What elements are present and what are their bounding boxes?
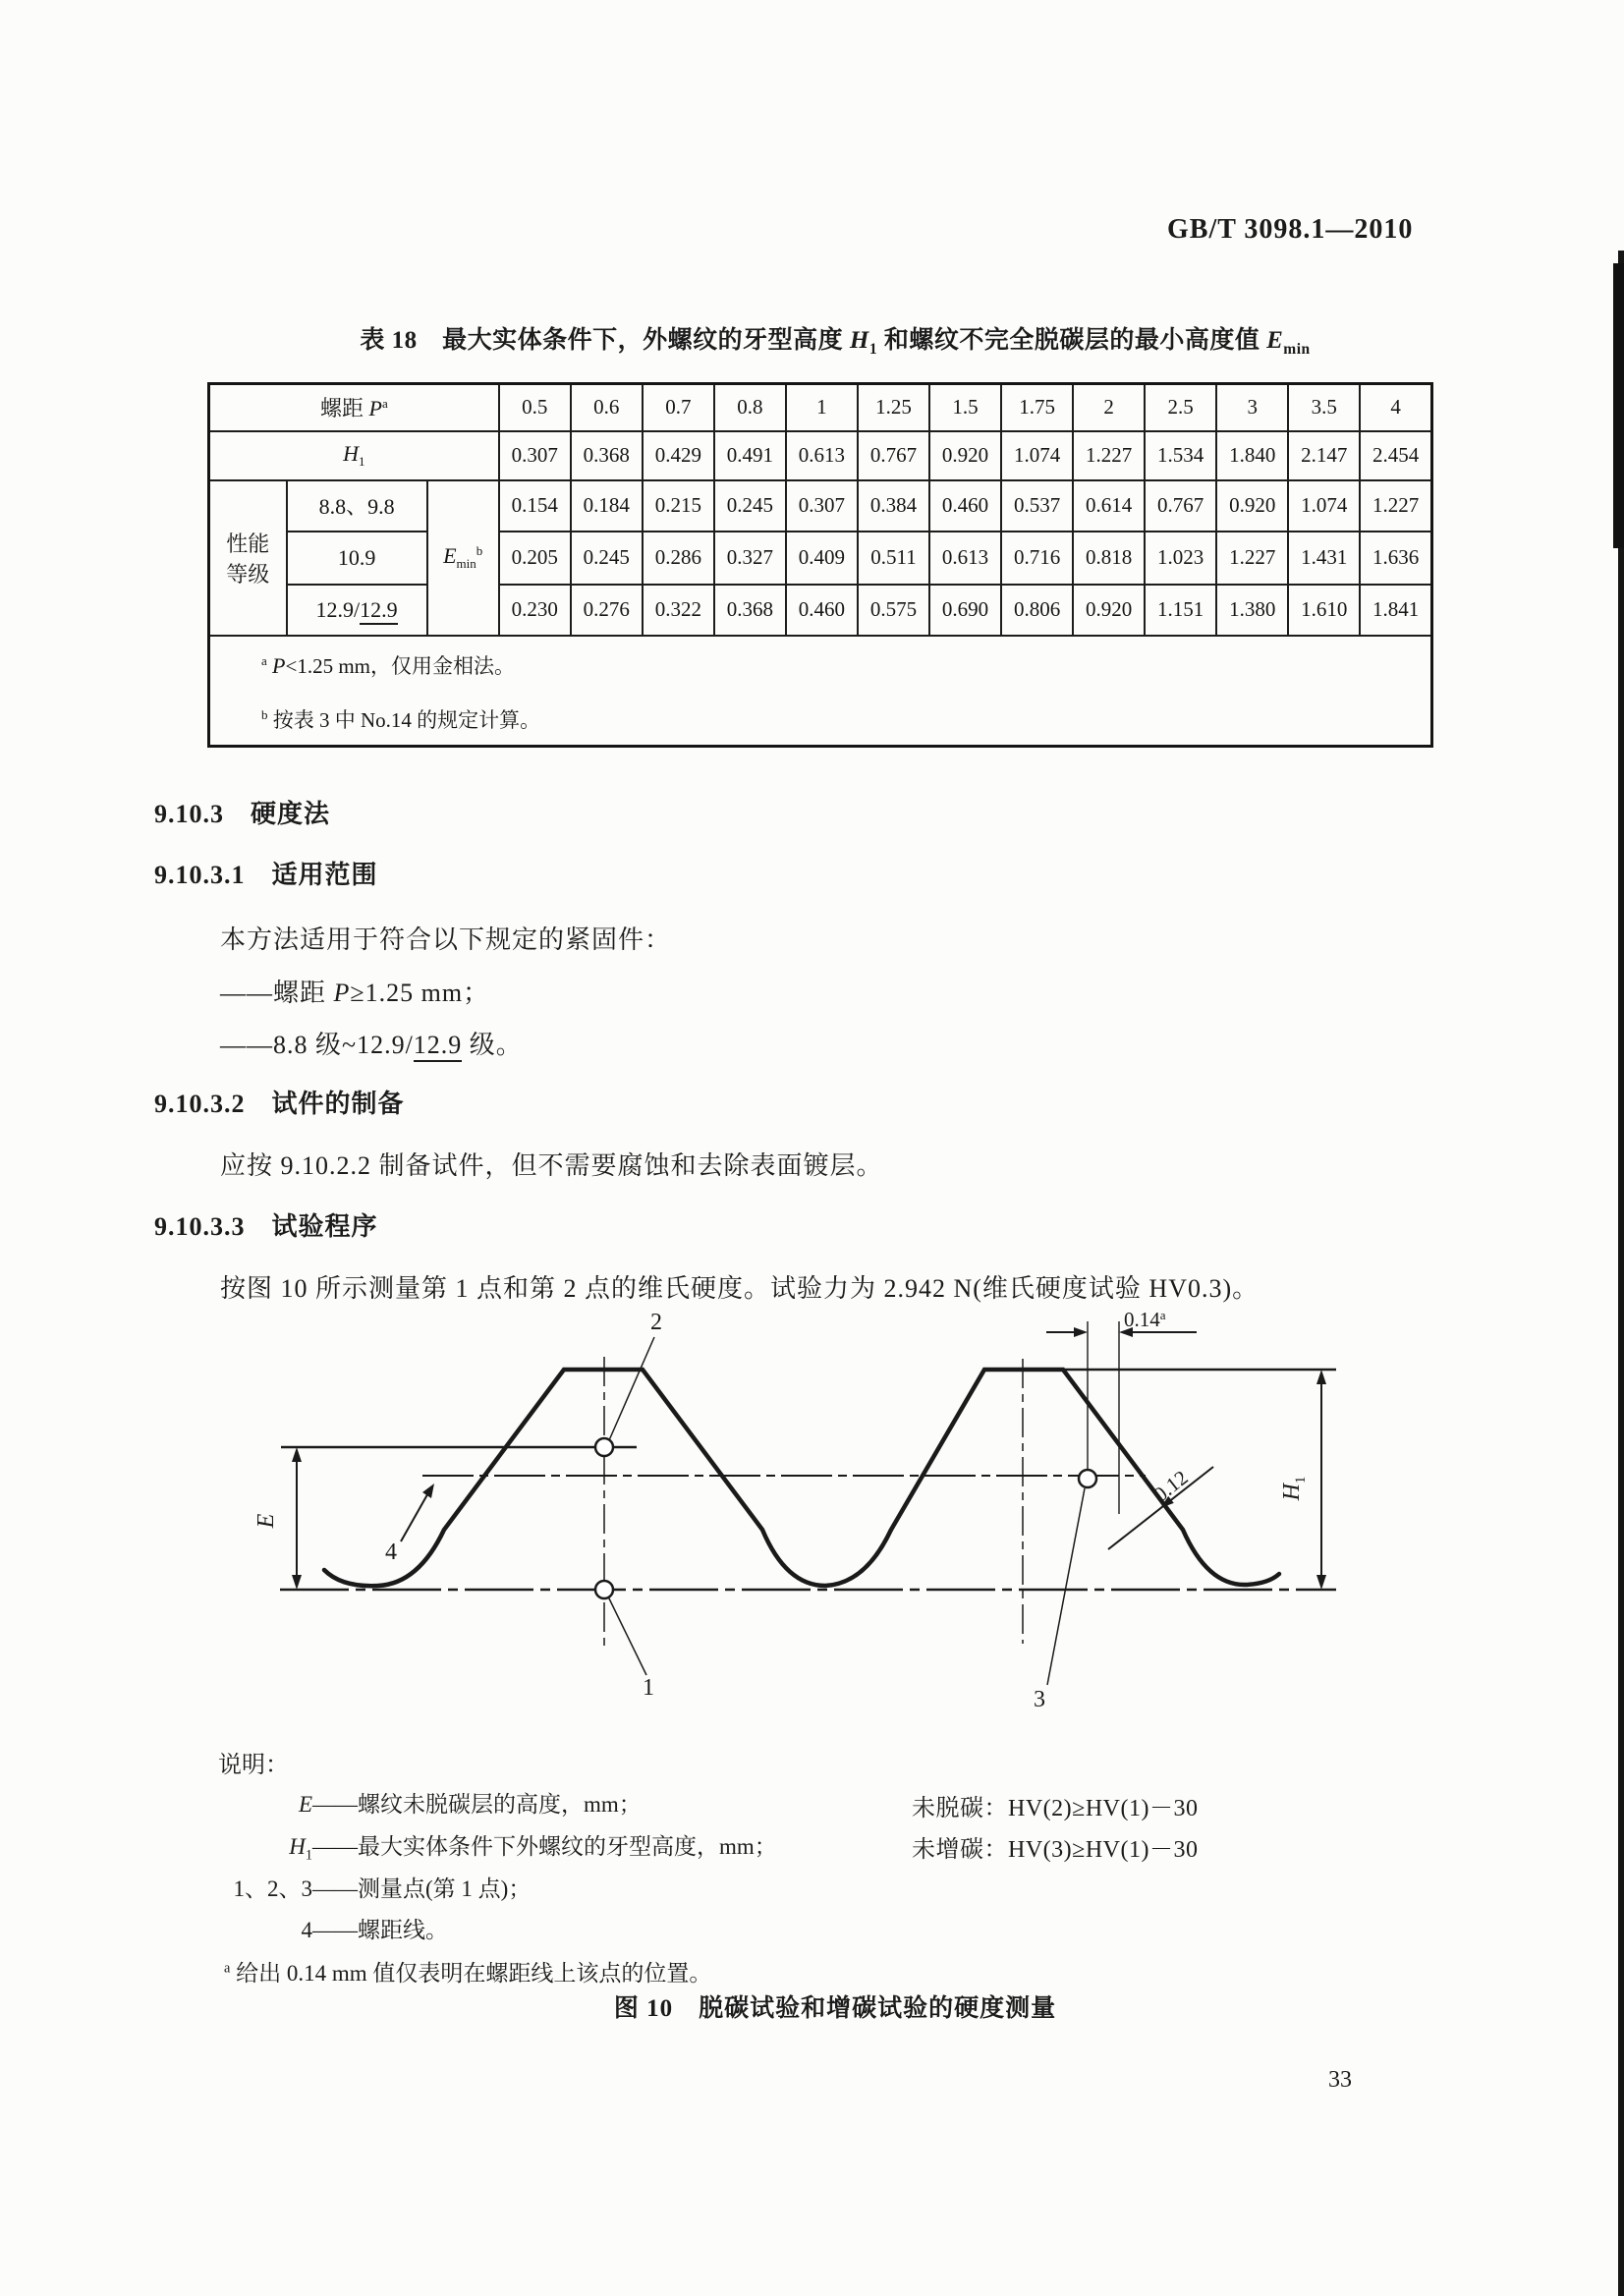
table-cell: 0.184 xyxy=(571,480,643,532)
table-footnote-row xyxy=(209,636,1432,747)
dimension-h1 xyxy=(1316,1370,1326,1590)
table-cell: 3.5 xyxy=(1288,384,1360,431)
table-cell: 1.75 xyxy=(1001,384,1073,431)
leader-point-3 xyxy=(1047,1488,1085,1685)
table-cell: 0.8 xyxy=(714,384,786,431)
legend-footnote-a: $^a$ 给出 0.14 mm 值仅表明在螺距线上该点的位置。 xyxy=(224,1960,712,1986)
table-cell: 0.511 xyxy=(858,532,929,585)
table-cell: 0.154 xyxy=(499,480,571,532)
table-cell: 0.5 xyxy=(499,384,571,431)
scan-edge-artifact xyxy=(1618,251,1624,2296)
table-cell: 1.25 xyxy=(858,384,929,431)
table-row-emin-109 xyxy=(209,532,1432,585)
table-cell: 0.327 xyxy=(714,532,786,585)
table-row-pitch xyxy=(209,384,1432,431)
leader-point-1 xyxy=(608,1596,646,1675)
emin-symbol-cell: $E_{min}^b$ xyxy=(427,480,499,636)
table-cell: 1.840 xyxy=(1216,431,1288,480)
table-cell: 0.384 xyxy=(858,480,929,532)
criterion-not-carburized: 未增碳：HV(3)≥HV(1)－30 xyxy=(912,1837,1199,1863)
figure-label-1: 1 xyxy=(643,1675,654,1701)
figure-10-caption: 图 10 脱碳试验和增碳试验的硬度测量 xyxy=(613,1995,1057,2022)
table-row-emin-129 xyxy=(209,585,1432,636)
page-number: 33 xyxy=(1328,2067,1352,2093)
table-cell: 0.322 xyxy=(643,585,714,636)
table-cell: 1.5 xyxy=(929,384,1001,431)
paragraph-scope: 本方法适用于符合以下规定的紧固件： xyxy=(220,925,672,954)
paragraph-preparation: 应按 9.10.2.2 制备试件，但不需要腐蚀和去除表面镀层。 xyxy=(220,1151,883,1180)
section-heading-9-10-3-1: 9.10.3.1 适用范围 xyxy=(154,861,378,889)
table-cell: 1.227 xyxy=(1360,480,1431,532)
table-cell: 0.460 xyxy=(929,480,1001,532)
scan-edge-artifact xyxy=(1613,263,1624,548)
table-cell: 0.690 xyxy=(929,585,1001,636)
dimension-h1-label: $H_1$ xyxy=(1279,1476,1309,1501)
legend-item-pitchline: 4——螺距线。 xyxy=(301,1918,448,1942)
table-cell: 1.534 xyxy=(1145,431,1216,480)
table-row-h1 xyxy=(209,431,1432,480)
dimension-014-label: 0.14$^a$ xyxy=(1124,1308,1166,1331)
list-item-pitch: ——螺距 P≥1.25 mm； xyxy=(220,979,490,1007)
table-cell: 0.818 xyxy=(1073,532,1145,585)
table-row-emin-88 xyxy=(209,480,1432,532)
h1-header-cell: $H_1$ xyxy=(209,431,499,480)
criterion-not-decarburized: 未脱碳：HV(2)≥HV(1)－30 xyxy=(912,1796,1199,1821)
table-cell: 2.5 xyxy=(1145,384,1216,431)
table-cell: 4 xyxy=(1360,384,1431,431)
table-cell: 0.307 xyxy=(499,431,571,480)
document-code: GB/T 3098.1—2010 xyxy=(1167,214,1414,245)
grade-cell: 8.8、9.8 xyxy=(287,480,427,532)
leader-pitch-line-4 xyxy=(401,1484,434,1541)
legend-heading: 说明： xyxy=(218,1753,289,1778)
dimension-e xyxy=(292,1447,302,1590)
table-cell: 0.537 xyxy=(1001,480,1073,532)
table-cell: 0.614 xyxy=(1073,480,1145,532)
measurement-point-3 xyxy=(1079,1470,1096,1487)
figure-10-thread-profile-diagram xyxy=(177,1302,1434,1754)
table-cell: 1.380 xyxy=(1216,585,1288,636)
measurement-point-1 xyxy=(595,1581,613,1598)
table-cell: 1.431 xyxy=(1288,532,1360,585)
table-cell: 0.575 xyxy=(858,585,929,636)
table-cell: 2.147 xyxy=(1288,431,1360,480)
grade-cell: 10.9 xyxy=(287,532,427,585)
table-cell: 0.286 xyxy=(643,532,714,585)
table-cell: 0.215 xyxy=(643,480,714,532)
table-cell: 1.023 xyxy=(1145,532,1216,585)
table-cell: 1.074 xyxy=(1001,431,1073,480)
pitch-header-cell: 螺距 $P^a$ xyxy=(209,384,499,431)
dimension-e-label: E xyxy=(253,1513,279,1529)
table-cell: 0.307 xyxy=(786,480,858,532)
table-cell: 3 xyxy=(1216,384,1288,431)
table-cell: 0.806 xyxy=(1001,585,1073,636)
grade-cell: 12.9/12.9 xyxy=(287,585,427,636)
figure-label-3: 3 xyxy=(1034,1687,1045,1712)
thread-profile-outline xyxy=(324,1370,1279,1586)
table-cell: 1.227 xyxy=(1216,532,1288,585)
leader-point-2 xyxy=(609,1337,654,1440)
table-cell: 2 xyxy=(1073,384,1145,431)
table-cell: 1.636 xyxy=(1360,532,1431,585)
table-cell: 0.920 xyxy=(929,431,1001,480)
table-cell: 0.920 xyxy=(1073,585,1145,636)
table-cell: 1 xyxy=(786,384,858,431)
table-cell: 0.613 xyxy=(786,431,858,480)
table-cell: 0.460 xyxy=(786,585,858,636)
table-cell: 0.368 xyxy=(714,585,786,636)
figure-label-4: 4 xyxy=(385,1540,397,1565)
table-cell: 1.610 xyxy=(1288,585,1360,636)
table-cell: 0.205 xyxy=(499,532,571,585)
table-cell: 0.613 xyxy=(929,532,1001,585)
dimension-012-label: 0.12 xyxy=(1148,1465,1193,1507)
legend-item-e: E——螺纹未脱碳层的高度，mm； xyxy=(298,1792,642,1817)
table-cell: 0.409 xyxy=(786,532,858,585)
table-footnotes xyxy=(209,636,1432,747)
table-18-title: 表 18 最大实体条件下，外螺纹的牙型高度 $H_1$ 和螺纹不完全脱碳层的最小高度值 $E_{min}$ xyxy=(360,327,1311,358)
table-18 xyxy=(207,382,1433,748)
list-item-grades: ——8.8 级~12.9/12.9 级。 xyxy=(220,1025,523,1061)
footnote-a: $^a$ P<1.25 mm，仅用金相法。 xyxy=(261,652,515,678)
table-cell: 0.767 xyxy=(858,431,929,480)
legend-item-points: 1、2、3——测量点(第 1 点)； xyxy=(233,1876,532,1901)
section-heading-9-10-3-2: 9.10.3.2 试件的制备 xyxy=(154,1090,405,1118)
paragraph-procedure: 按图 10 所示测量第 1 点和第 2 点的维氏硬度。试验力为 2.942 N(维氏硬度试验 HV0.3)。 xyxy=(220,1274,1260,1303)
table-cell: 1.151 xyxy=(1145,585,1216,636)
table-cell: 1.227 xyxy=(1073,431,1145,480)
table-cell: 0.7 xyxy=(643,384,714,431)
table-cell: 0.230 xyxy=(499,585,571,636)
footnote-b: $^b$ 按表 3 中 No.14 的规定计算。 xyxy=(261,706,541,732)
section-heading-9-10-3: 9.10.3 硬度法 xyxy=(154,800,331,828)
table-cell: 2.454 xyxy=(1360,431,1431,480)
legend-item-h1: $H_1——$最大实体条件下外螺纹的牙型高度，mm； xyxy=(289,1834,777,1864)
table-cell: 0.245 xyxy=(571,532,643,585)
table-cell: 0.491 xyxy=(714,431,786,480)
table-cell: 0.767 xyxy=(1145,480,1216,532)
section-heading-9-10-3-3: 9.10.3.3 试验程序 xyxy=(154,1212,378,1241)
performance-grade-cell: 性能 等级 xyxy=(209,480,287,636)
table-cell: 1.841 xyxy=(1360,585,1431,636)
table-cell: 0.429 xyxy=(643,431,714,480)
table-cell: 0.920 xyxy=(1216,480,1288,532)
table-cell: 0.368 xyxy=(571,431,643,480)
table-cell: 0.716 xyxy=(1001,532,1073,585)
table-cell: 0.6 xyxy=(571,384,643,431)
table-cell: 0.245 xyxy=(714,480,786,532)
table-cell: 1.074 xyxy=(1288,480,1360,532)
table-cell: 0.276 xyxy=(571,585,643,636)
figure-label-2: 2 xyxy=(650,1310,662,1335)
measurement-point-2 xyxy=(595,1438,613,1456)
